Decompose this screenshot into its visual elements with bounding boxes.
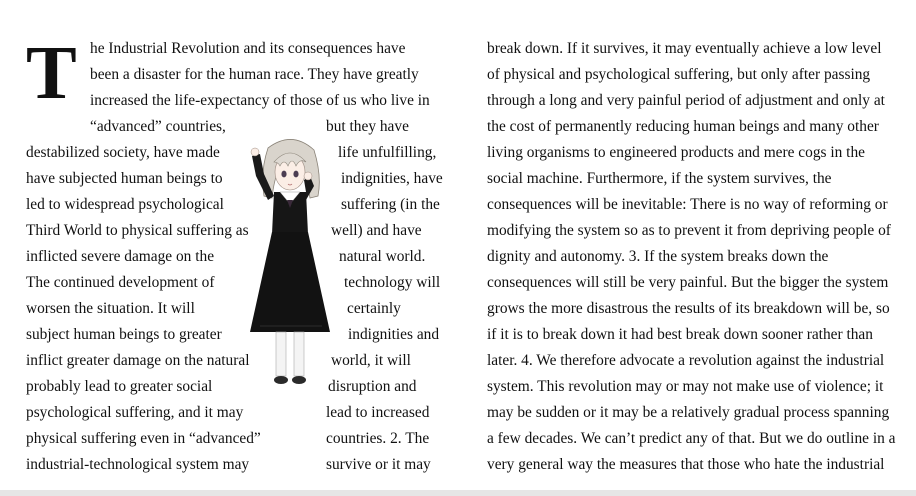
left-column [26, 31, 456, 486]
paragraph-line-left: worsen the situation. It will [26, 300, 195, 317]
paragraph-line-left: inflict greater damage on the natural [26, 352, 250, 369]
paragraph-line: a few decades. We can’t predict any of that. But we do outline in a [487, 430, 896, 447]
paragraph-line: consequences will be inevitable: There is no way of reforming or [487, 196, 888, 213]
paragraph-line: consequences will still be very painful. But the bigger the system [487, 274, 889, 291]
paragraph-line-left: probably lead to greater social [26, 378, 213, 395]
paragraph-line: very general way the measures that those who hate the industrial [487, 456, 885, 473]
paragraph-line-right: suffering (in the [341, 196, 440, 213]
paragraph-line: of physical and psychological suffering, but only after passing [487, 66, 871, 83]
paragraph-line-left: inflicted severe damage on the [26, 248, 215, 265]
paragraph-line-left: physical suffering even in “advanced” [26, 430, 261, 447]
paragraph-line: the cost of permanently reducing human beings and many other [487, 118, 879, 135]
paragraph-line: grows the more disastrous the results of its breakdown will be, so [487, 300, 890, 317]
paragraph-line-right: world, it will [331, 352, 411, 369]
paragraph-line-left: psychological suffering, and it may [26, 404, 244, 421]
paragraph-line: through a long and very painful period of adjustment and only at [487, 92, 885, 109]
paragraph-line: he Industrial Revolution and its consequences have [90, 40, 406, 57]
paragraph-line: may be sudden or it may be a relatively gradual process spanning [487, 404, 890, 421]
paragraph-line: break down. If it survives, it may eventually achieve a low level [487, 40, 882, 57]
paragraph-line-right: well) and have [331, 222, 422, 239]
paragraph-line: if it is to break down it had best break down sooner rather than [487, 326, 873, 343]
paragraph-line-right: disruption and [328, 378, 417, 395]
paragraph-line-left: destabilized society, have made [26, 144, 220, 161]
paragraph-line-right: natural world. [339, 248, 426, 265]
paragraph-line-left: industrial-technological system may [26, 456, 250, 473]
paragraph-line: dignity and autonomy. 3. If the system breaks down the [487, 248, 829, 265]
paragraph-line: later. 4. We therefore advocate a revolution against the industrial [487, 352, 885, 369]
paragraph-line-left: subject human beings to greater [26, 326, 222, 343]
paragraph-line-right: lead to increased [326, 404, 430, 421]
paragraph-line: modifying the system so as to prevent it from depriving people of [487, 222, 891, 239]
drop-cap: T [26, 31, 77, 115]
paragraph-line-left: have subjected human beings to [26, 170, 223, 187]
paragraph-line-right: technology will [344, 274, 441, 291]
paragraph-line-left: The continued development of [26, 274, 215, 291]
paragraph-line-right: life unfulfilling, [338, 144, 437, 161]
paragraph-line: been a disaster for the human race. They have greatly [90, 66, 419, 83]
paragraph-line: system. This revolution may or may not make use of violence; it [487, 378, 884, 395]
paragraph-line: increased the life-expectancy of those of us who live in [90, 92, 430, 109]
paragraph-line: living organisms to engineered products and mere cogs in the [487, 144, 865, 161]
paragraph-line-right: indignities and [348, 326, 440, 343]
paragraph-line-right: countries. 2. The [326, 430, 430, 447]
paragraph-line: social machine. Furthermore, if the system survives, the [487, 170, 832, 187]
paragraph-line-right: but they have [326, 118, 409, 135]
bottom-edge [0, 490, 916, 496]
right-column [487, 36, 912, 486]
anime-girl-figure-icon [244, 136, 336, 390]
paragraph-line-left: Third World to physical suffering as [26, 222, 249, 239]
paragraph-line-left: led to widespread psychological [26, 196, 224, 213]
paragraph-line-right: survive or it may [326, 456, 431, 473]
paragraph-line-right: certainly [347, 300, 401, 317]
paragraph-line-left: “advanced” countries, [90, 118, 226, 135]
paragraph-line-right: indignities, have [341, 170, 443, 187]
